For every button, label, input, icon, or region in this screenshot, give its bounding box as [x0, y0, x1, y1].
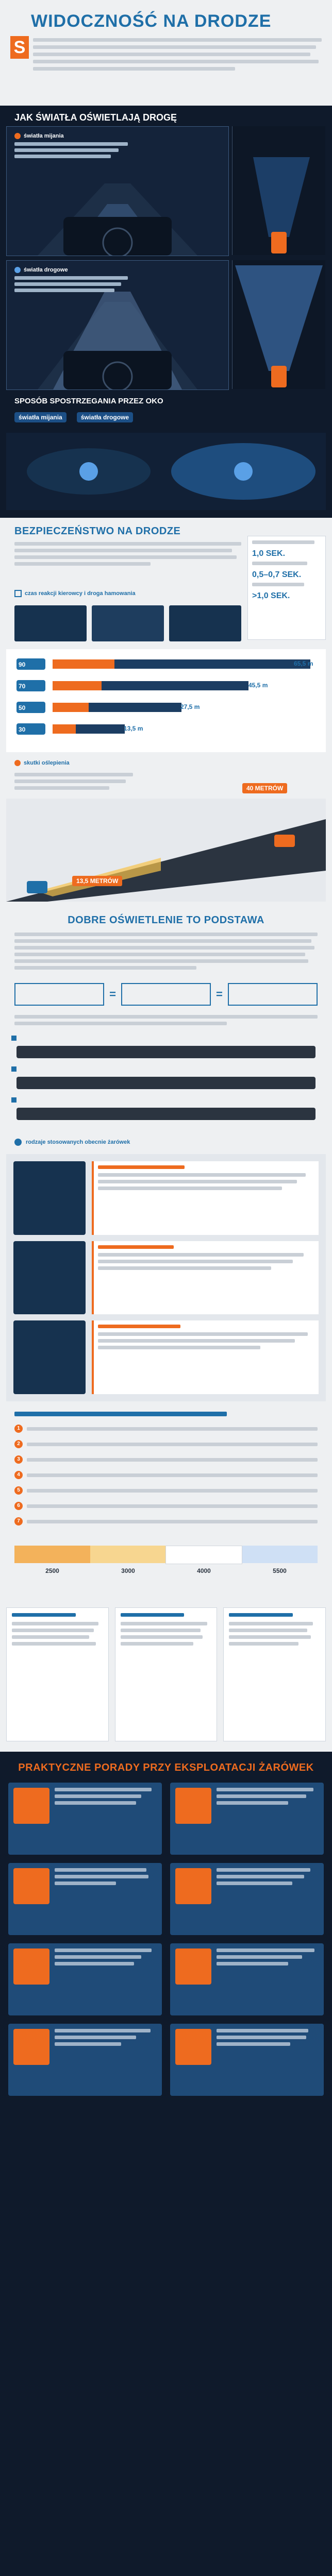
night-section-title: JAK ŚWIATŁA OŚWIETLAJĄ DROGĘ: [14, 112, 177, 123]
bulb-types-panel: [6, 1154, 326, 1401]
bulbs-label-row: [14, 1139, 130, 1146]
distance-4: 13,5 m: [124, 725, 143, 732]
eye-perception-diagram: [6, 433, 326, 510]
high-beam-diagram: [232, 260, 325, 389]
choice-list: 1 2 3 4 5 6 7: [14, 1412, 318, 1526]
braking-phases: [14, 605, 241, 641]
kelvin-1: 2500: [45, 1567, 59, 1574]
reaction-time-box: [247, 536, 326, 640]
bulbs-label: rodzaje stosowanych obecnie żarówek: [26, 1139, 130, 1145]
safety-text: [14, 542, 241, 566]
glare-label: skutki oślepienia: [24, 760, 70, 766]
kelvin-2: 3000: [121, 1567, 135, 1574]
safety-title: BEZPIECZEŃSTWO NA DRODZE: [14, 526, 181, 537]
perception-bubbles: [14, 412, 133, 422]
drop-cap: S: [10, 36, 29, 59]
low-beam-caption: [14, 133, 128, 158]
high-beam-caption: [14, 267, 128, 292]
perception-low: światła mijania: [14, 412, 67, 422]
high-beam-label: światła drogowe: [24, 267, 68, 273]
low-beam-diagram: [232, 126, 325, 255]
vehicle-rows: [6, 1030, 326, 1133]
glare-road-diagram: [6, 799, 326, 902]
checkbox-icon: [14, 590, 22, 597]
speed-50: 50: [19, 704, 26, 711]
glare-label-row: [14, 760, 70, 766]
low-beam-label: światła mijania: [24, 133, 64, 139]
sun-icon: [14, 760, 21, 766]
reaction-b: 0,5–0,7 SEK.: [252, 570, 302, 579]
glare-text: [14, 773, 133, 790]
equation-row: = =: [14, 981, 318, 1007]
good-light-text: [14, 933, 318, 970]
reaction-a: 1,0 SEK.: [252, 549, 286, 558]
reaction-label: czas reakcji kierowcy i droga hamowania: [25, 590, 136, 597]
reaction-label-row: [14, 590, 136, 597]
tips-grid: [8, 1783, 324, 2096]
distance-2: 45,5 m: [248, 682, 268, 689]
good-light-note: [14, 1015, 318, 1025]
kelvin-4: 5500: [273, 1567, 287, 1574]
reaction-c: >1,0 SEK.: [252, 591, 290, 600]
intro-text: [33, 38, 322, 71]
bulb-icon: [14, 1139, 22, 1146]
tips-title: PRAKTYCZNE PORADY PRZY EKSPLOATACJI ŻARÓWEK: [18, 1762, 314, 1773]
good-light-title: DOBRE OŚWIETLENIE TO PODSTAWA: [68, 914, 264, 926]
low-beam-icon: [14, 133, 21, 139]
meters-badge-b: 13,5 METRÓW: [72, 876, 122, 886]
perception-title: SPOSÓB SPOSTRZEGANIA PRZEZ OKO: [14, 397, 163, 405]
speed-90: 90: [19, 661, 26, 668]
stopping-distance-chart: [6, 649, 326, 752]
distance-3: 27,5 m: [180, 703, 200, 710]
kelvin-3: 4000: [197, 1567, 211, 1574]
meters-badge-a: 40 METRÓW: [242, 783, 287, 793]
color-temperature-scale: [14, 1546, 318, 1587]
perception-high: światła drogowe: [77, 412, 133, 422]
speed-70: 70: [19, 683, 26, 690]
page-title: WIDOCZNOŚĆ NA DRODZE: [31, 11, 272, 31]
speed-30: 30: [19, 726, 26, 733]
distance-1: 65,5 m: [294, 660, 313, 667]
high-beam-icon: [14, 267, 21, 273]
comparison-cards: [6, 1607, 326, 1741]
